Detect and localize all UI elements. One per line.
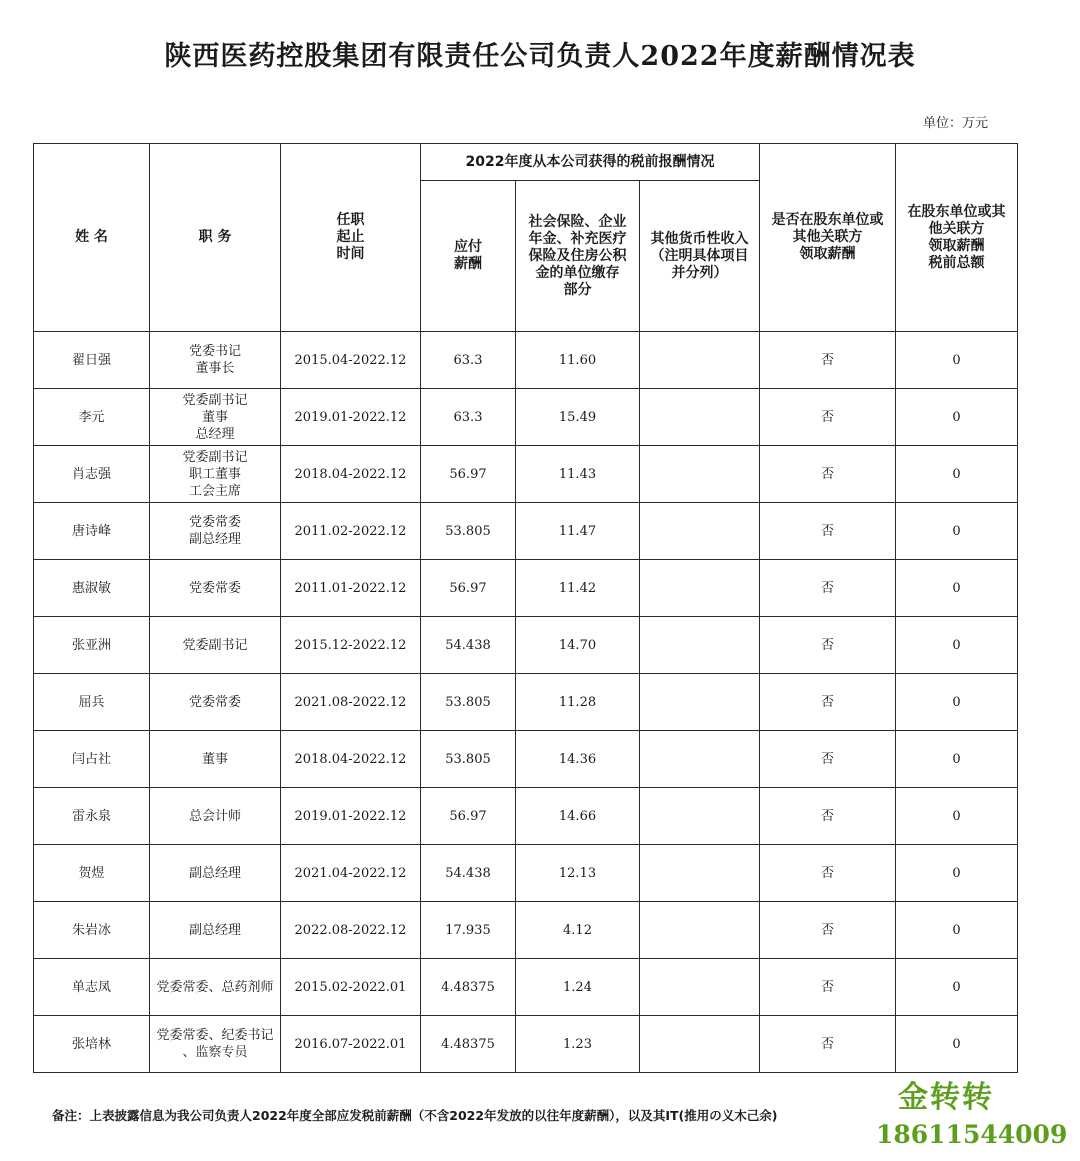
page-title: 陕西医药控股集团有限责任公司负责人2022年度薪酬情况表 <box>164 41 916 72</box>
header-paid-elsewhere: 是否在股东单位或 其他关联方 领取薪酬 <box>760 144 896 332</box>
cell-paid-elsewhere: 否 <box>760 389 896 446</box>
cell-name: 闫占社 <box>34 731 150 788</box>
cell-position: 党委常委 <box>150 560 281 617</box>
cell-insurance: 14.66 <box>516 788 640 845</box>
cell-name: 单志凤 <box>34 959 150 1016</box>
cell-salary: 54.438 <box>421 845 516 902</box>
unit-label: 单位：万元 <box>922 116 988 131</box>
cell-position: 党委常委、总药剂师 <box>150 959 281 1016</box>
header-insurance: 社会保险、企业 年金、补充医疗 保险及住房公积 金的单位缴存 部分 <box>516 181 640 332</box>
cell-salary: 63.3 <box>421 389 516 446</box>
cell-salary: 53.805 <box>421 731 516 788</box>
watermark-phone: 18611544009 <box>876 1120 1068 1149</box>
cell-insurance: 11.47 <box>516 503 640 560</box>
cell-tenure: 2019.01-2022.12 <box>281 389 421 446</box>
cell-name: 肖志强 <box>34 446 150 503</box>
header-other: 其他货币性收入 （注明具体项目 并分列） <box>640 181 760 332</box>
cell-position: 党委副书记 董事 总经理 <box>150 389 281 446</box>
cell-position: 党委副书记 <box>150 617 281 674</box>
cell-salary: 54.438 <box>421 617 516 674</box>
header-salary: 应付 薪酬 <box>421 181 516 332</box>
cell-elsewhere-total: 0 <box>896 845 1018 902</box>
table-row <box>34 560 1018 617</box>
cell-insurance: 11.43 <box>516 446 640 503</box>
cell-other <box>640 503 760 560</box>
cell-tenure: 2018.04-2022.12 <box>281 731 421 788</box>
table-row <box>34 332 1018 389</box>
cell-paid-elsewhere: 否 <box>760 959 896 1016</box>
table-row <box>34 503 1018 560</box>
table-row <box>34 389 1018 446</box>
cell-insurance: 14.70 <box>516 617 640 674</box>
cell-elsewhere-total: 0 <box>896 560 1018 617</box>
cell-salary: 53.805 <box>421 503 516 560</box>
cell-other <box>640 617 760 674</box>
header-position: 职 务 <box>150 144 281 332</box>
watermark-text: 金转转 <box>898 1080 994 1115</box>
cell-salary: 63.3 <box>421 332 516 389</box>
cell-other <box>640 389 760 446</box>
cell-salary: 4.48375 <box>421 1016 516 1073</box>
cell-paid-elsewhere: 否 <box>760 845 896 902</box>
cell-tenure: 2016.07-2022.01 <box>281 1016 421 1073</box>
table-row <box>34 788 1018 845</box>
cell-tenure: 2021.04-2022.12 <box>281 845 421 902</box>
cell-name: 贺煜 <box>34 845 150 902</box>
cell-salary: 4.48375 <box>421 959 516 1016</box>
cell-insurance: 14.36 <box>516 731 640 788</box>
cell-name: 张亚洲 <box>34 617 150 674</box>
cell-name: 翟日强 <box>34 332 150 389</box>
table-row <box>34 959 1018 1016</box>
cell-elsewhere-total: 0 <box>896 959 1018 1016</box>
cell-name: 朱岩冰 <box>34 902 150 959</box>
cell-tenure: 2015.02-2022.01 <box>281 959 421 1016</box>
cell-salary: 56.97 <box>421 788 516 845</box>
cell-other <box>640 902 760 959</box>
cell-elsewhere-total: 0 <box>896 332 1018 389</box>
cell-other <box>640 1016 760 1073</box>
cell-position: 党委常委、纪委书记 、监察专员 <box>150 1016 281 1073</box>
cell-other <box>640 446 760 503</box>
cell-elsewhere-total: 0 <box>896 1016 1018 1073</box>
cell-other <box>640 560 760 617</box>
cell-position: 党委常委 副总经理 <box>150 503 281 560</box>
header-group: 2022年度从本公司获得的税前报酬情况 <box>421 144 760 181</box>
cell-insurance: 1.23 <box>516 1016 640 1073</box>
cell-position: 副总经理 <box>150 845 281 902</box>
cell-insurance: 4.12 <box>516 902 640 959</box>
table-row <box>34 902 1018 959</box>
cell-name: 雷永泉 <box>34 788 150 845</box>
cell-insurance: 11.28 <box>516 674 640 731</box>
cell-elsewhere-total: 0 <box>896 788 1018 845</box>
cell-elsewhere-total: 0 <box>896 674 1018 731</box>
cell-paid-elsewhere: 否 <box>760 617 896 674</box>
cell-tenure: 2011.02-2022.12 <box>281 503 421 560</box>
cell-elsewhere-total: 0 <box>896 503 1018 560</box>
cell-tenure: 2021.08-2022.12 <box>281 674 421 731</box>
table-row <box>34 845 1018 902</box>
compensation-table <box>33 143 1018 1073</box>
cell-other <box>640 845 760 902</box>
cell-elsewhere-total: 0 <box>896 389 1018 446</box>
cell-name: 屈兵 <box>34 674 150 731</box>
cell-salary: 56.97 <box>421 560 516 617</box>
cell-paid-elsewhere: 否 <box>760 1016 896 1073</box>
cell-tenure: 2018.04-2022.12 <box>281 446 421 503</box>
cell-name: 唐诗峰 <box>34 503 150 560</box>
cell-tenure: 2019.01-2022.12 <box>281 788 421 845</box>
table-row <box>34 446 1018 503</box>
cell-position: 副总经理 <box>150 902 281 959</box>
header-name: 姓 名 <box>34 144 150 332</box>
cell-paid-elsewhere: 否 <box>760 446 896 503</box>
cell-name: 李元 <box>34 389 150 446</box>
cell-elsewhere-total: 0 <box>896 731 1018 788</box>
cell-salary: 56.97 <box>421 446 516 503</box>
cell-tenure: 2015.04-2022.12 <box>281 332 421 389</box>
cell-insurance: 11.42 <box>516 560 640 617</box>
cell-paid-elsewhere: 否 <box>760 503 896 560</box>
cell-position: 党委副书记 职工董事 工会主席 <box>150 446 281 503</box>
table-row <box>34 674 1018 731</box>
cell-insurance: 11.60 <box>516 332 640 389</box>
cell-other <box>640 332 760 389</box>
cell-position: 董事 <box>150 731 281 788</box>
cell-other <box>640 731 760 788</box>
cell-tenure: 2015.12-2022.12 <box>281 617 421 674</box>
footnote: 备注：上表披露信息为我公司负责人2022年度全部应发税前薪酬（不含2022年发放的以往年度薪酬），以及其IT(推用の义木己余) <box>52 1108 778 1123</box>
cell-elsewhere-total: 0 <box>896 902 1018 959</box>
cell-salary: 17.935 <box>421 902 516 959</box>
header-elsewhere-total: 在股东单位或其 他关联方 领取薪酬 税前总额 <box>896 144 1018 332</box>
cell-salary: 53.805 <box>421 674 516 731</box>
cell-tenure: 2011.01-2022.12 <box>281 560 421 617</box>
header-tenure: 任职 起止 时间 <box>281 144 421 332</box>
table-row <box>34 1016 1018 1073</box>
cell-other <box>640 959 760 1016</box>
cell-other <box>640 788 760 845</box>
cell-insurance: 1.24 <box>516 959 640 1016</box>
table-row <box>34 617 1018 674</box>
cell-position: 党委书记 董事长 <box>150 332 281 389</box>
cell-paid-elsewhere: 否 <box>760 902 896 959</box>
cell-paid-elsewhere: 否 <box>760 674 896 731</box>
cell-name: 惠淑敏 <box>34 560 150 617</box>
cell-elsewhere-total: 0 <box>896 446 1018 503</box>
cell-tenure: 2022.08-2022.12 <box>281 902 421 959</box>
cell-other <box>640 674 760 731</box>
cell-position: 总会计师 <box>150 788 281 845</box>
table-row <box>34 731 1018 788</box>
cell-paid-elsewhere: 否 <box>760 731 896 788</box>
cell-position: 党委常委 <box>150 674 281 731</box>
cell-insurance: 15.49 <box>516 389 640 446</box>
cell-paid-elsewhere: 否 <box>760 788 896 845</box>
cell-paid-elsewhere: 否 <box>760 560 896 617</box>
cell-name: 张培林 <box>34 1016 150 1073</box>
cell-paid-elsewhere: 否 <box>760 332 896 389</box>
cell-insurance: 12.13 <box>516 845 640 902</box>
cell-elsewhere-total: 0 <box>896 617 1018 674</box>
